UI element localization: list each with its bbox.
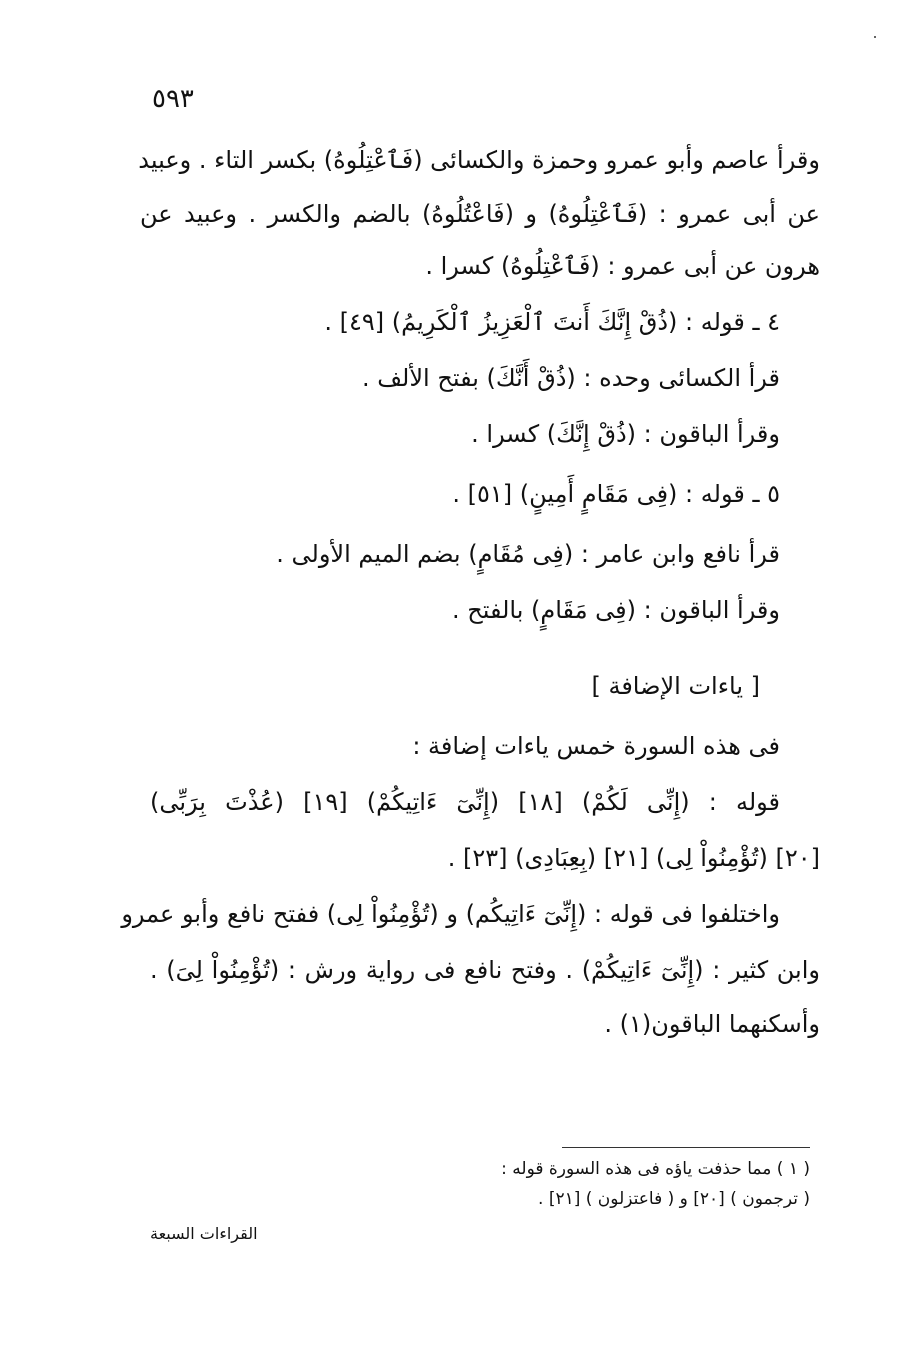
margin-speck: [874, 36, 876, 38]
running-footer-title: القراءات السبعة: [150, 1224, 258, 1243]
footnote-line-1: ( ١ ) مما حذفت ياؤه فى هذه السورة قوله :: [501, 1159, 810, 1179]
body-line-2: عن أبى عمرو : (فَٱعْتِلُوهُ) و (فَاعْتُلُوهُ) بالضم والكسر . وعبيد عن: [140, 200, 820, 228]
body-line-3: هرون عن أبى عمرو : (فَٱعْتِلُوهُ) كسرا .: [425, 252, 820, 280]
body-line-14: واختلفوا فى قوله : (إِنِّىٓ ءَاتِيكُم) و (تُؤْمِنُواْ لِى) ففتح نافع وأبو عمرو: [121, 900, 780, 928]
body-line-6: وقرأ الباقون : (ذُقْ إِنَّكَ) كسرا .: [471, 420, 780, 448]
verse-heading-4: ٤ ـ قوله : (ذُقْ إِنَّكَ أَنتَ ٱلْعَزِيزُ ٱلْكَرِيمُ) [٤٩] .: [324, 308, 780, 336]
body-line-12: قوله : (إِنِّى لَكُمْ) [١٨] (إِنِّىٓ ءَاتِيكُمْ) [١٩] (عُذْتَ بِرَبِّى): [150, 788, 781, 816]
body-line-1: وقرأ عاصم وأبو عمرو وحمزة والكسائى (فَٱعْتِلُوهُ) بكسر التاء . وعبيد: [138, 146, 820, 174]
footnote-divider: [562, 1147, 810, 1148]
body-line-13: [٢٠] (تُؤْمِنُواْ لِى) [٢١] (بِعِبَادِى) [٢٣] .: [447, 844, 820, 872]
body-line-15: وابن كثير : (إِنِّىٓ ءَاتِيكُمْ) . وفتح نافع فى رواية ورش : (تُؤْمِنُواْ لِىَ) .: [150, 956, 820, 984]
body-line-5: قرأ الكسائى وحده : (ذُقْ أَنَّكَ) بفتح الألف .: [361, 364, 780, 392]
section-heading-idafa: [ ياءات الإضافة ]: [591, 672, 760, 700]
footnote-line-2: ( ترجمون ) [٢٠] و ( فاعتزلون ) [٢١] .: [538, 1189, 810, 1209]
body-line-9: وقرأ الباقون : (فِى مَقَامٍ) بالفتح .: [451, 596, 780, 624]
page-number: ٥٩٣: [152, 84, 194, 114]
verse-heading-5: ٥ ـ قوله : (فِى مَقَامٍ أَمِينٍ) [٥١] .: [452, 480, 780, 508]
body-line-16: وأسكنهما الباقون(١) .: [604, 1010, 820, 1038]
body-line-11: فى هذه السورة خمس ياءات إضافة :: [412, 732, 780, 760]
body-line-8: قرأ نافع وابن عامر : (فِى مُقَامٍ) بضم الميم الأولى .: [276, 540, 780, 568]
